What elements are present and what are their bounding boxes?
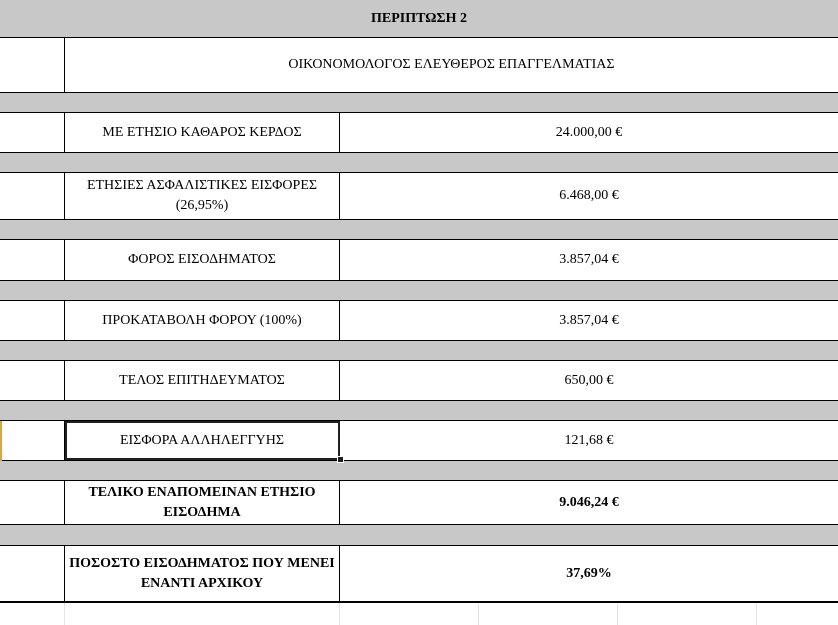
- row-label-cell[interactable]: ΜΕ ΕΤΗΣΙΟ ΚΑΘΑΡΟΣ ΚΕΡΔΟΣ: [65, 113, 340, 152]
- separator-row[interactable]: [0, 401, 838, 421]
- empty-grid-row[interactable]: [0, 601, 838, 625]
- cell-a[interactable]: [0, 481, 65, 524]
- table-row: [0, 481, 838, 525]
- table-row: [0, 173, 838, 220]
- cell-a[interactable]: [0, 301, 65, 340]
- fill-handle[interactable]: [337, 456, 344, 463]
- separator-row[interactable]: [0, 93, 838, 113]
- cell-a[interactable]: [0, 38, 65, 92]
- cell-a[interactable]: [0, 546, 65, 601]
- table-row: [0, 240, 838, 281]
- cell-a[interactable]: [0, 173, 65, 219]
- title-cell[interactable]: ΠΕΡΙΠΤΩΣΗ 2: [371, 10, 467, 26]
- separator-row[interactable]: [0, 153, 838, 173]
- selected-label-cell[interactable]: ΕΙΣΦΟΡΑ ΑΛΛΗΛΕΓΓΥΗΣ: [65, 421, 340, 460]
- table-row: [0, 421, 838, 461]
- row-label-cell[interactable]: ΠΟΣΟΣΤΟ ΕΙΣΟΔΗΜΑΤΟΣ ΠΟΥ ΜΕΝΕΙ ΕΝΑΝΤΙ ΑΡΧΙΚΟΥ: [65, 546, 340, 601]
- row-value-cell[interactable]: 37,69%: [566, 565, 612, 581]
- row-label-cell[interactable]: ΤΕΛΟΣ ΕΠΙΤΗΔΕΥΜΑΤΟΣ: [65, 361, 340, 400]
- table-row: [0, 113, 838, 153]
- table-row: [0, 546, 838, 601]
- row-value-cell[interactable]: 24.000,00 €: [555, 124, 623, 140]
- row-marker: [0, 421, 2, 461]
- row-label-cell[interactable]: ΠΡΟΚΑΤΑΒΟΛΗ ΦΟΡΟΥ (100%): [65, 301, 340, 340]
- separator-row[interactable]: [0, 281, 838, 301]
- cell-a[interactable]: [0, 421, 65, 460]
- profession-cell[interactable]: ΟΙΚΟΝΟΜΟΛΟΓΟΣ ΕΛΕΥΘΕΡΟΣ ΕΠΑΓΓΕΛΜΑΤΙΑΣ: [288, 57, 615, 72]
- table-row: [0, 301, 838, 341]
- cell-a[interactable]: [0, 113, 65, 152]
- profession-row: [0, 38, 838, 93]
- row-value-cell[interactable]: 121,68 €: [564, 432, 614, 448]
- separator-row[interactable]: [0, 461, 838, 481]
- row-label-cell[interactable]: ΤΕΛΙΚΟ ΕΝΑΠΟΜΕΙΝΑΝ ΕΤΗΣΙΟ ΕΙΣΟΔΗΜΑ: [65, 481, 340, 524]
- table-row: [0, 361, 838, 401]
- row-value-cell[interactable]: 3.857,04 €: [559, 312, 619, 328]
- title-row: [0, 0, 838, 38]
- row-value-cell[interactable]: 650,00 €: [564, 372, 614, 388]
- separator-row[interactable]: [0, 341, 838, 361]
- row-value-cell[interactable]: 9.046,24 €: [559, 494, 619, 510]
- separator-row[interactable]: [0, 220, 838, 240]
- cell-a[interactable]: [0, 240, 65, 280]
- separator-row[interactable]: [0, 525, 838, 546]
- row-value-cell[interactable]: 3.857,04 €: [559, 252, 619, 267]
- row-label-cell[interactable]: ΕΤΗΣΙΕΣ ΑΣΦΑΛΙΣΤΙΚΕΣ ΕΙΣΦΟΡΕΣ (26,95%): [65, 173, 340, 219]
- row-label-cell[interactable]: ΦΟΡΟΣ ΕΙΣΟΔΗΜΑΤΟΣ: [65, 240, 340, 280]
- cell-a[interactable]: [0, 361, 65, 400]
- row-value-cell[interactable]: 6.468,00 €: [559, 188, 619, 203]
